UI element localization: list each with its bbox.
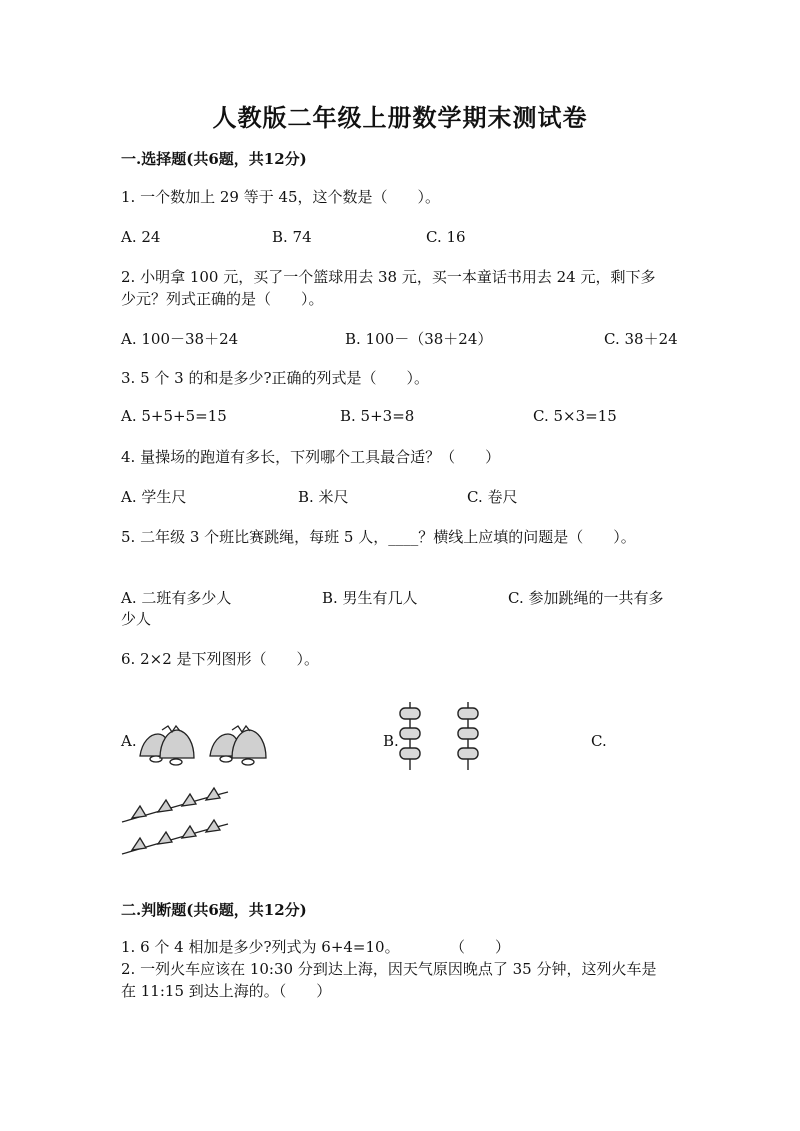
question-stem-line2: 在 11:15 到达上海的。（ ）	[121, 982, 332, 1000]
option-b: B.	[383, 732, 399, 750]
option-a: A. 二班有多少人	[121, 589, 232, 607]
option-a: A. 24	[121, 228, 161, 246]
option-a: A. 学生尺	[121, 488, 187, 506]
bells-icon	[136, 722, 276, 770]
option-b: B. 100－（38＋24）	[345, 330, 493, 348]
option-c: C. 5×3=15	[533, 407, 617, 425]
answer-blank: （ ）	[450, 938, 511, 956]
option-c-continued: 少人	[121, 610, 152, 628]
page-title: 人教版二年级上册数学期末测试卷	[212, 103, 588, 132]
flags-icon	[120, 788, 232, 860]
option-b: B. 5+3=8	[340, 407, 415, 425]
question-stem-line1: 2. 小明拿 100 元，买了一个篮球用去 38 元，买一本童话书用去 24 元，剩下多	[121, 268, 656, 286]
option-b: B. 男生有几人	[322, 589, 418, 607]
question-stem: 1. 一个数加上 29 等于 45，这个数是（ ）。	[121, 188, 441, 206]
option-c: C.	[591, 732, 607, 750]
option-c: C. 16	[426, 228, 466, 246]
option-c: C. 卷尺	[467, 488, 518, 506]
option-c: C. 38＋24	[604, 330, 678, 348]
question-stem: 1. 6 个 4 相加是多少?列式为 6+4=10。	[121, 938, 400, 956]
question-stem: 3. 5 个 3 的和是多少?正确的列式是（ ）。	[121, 369, 430, 387]
question-stem-line2: 少元？列式正确的是（ ）。	[121, 290, 324, 308]
question-stem: 4. 量操场的跑道有多长，下列哪个工具最合适？（ ）	[121, 448, 501, 466]
question-stem-line1: 2. 一列火车应该在 10:30 分到达上海，因天气原因晚点了 35 分钟，这列火车是	[121, 960, 657, 978]
option-a: A.	[121, 732, 137, 750]
question-stem: 6. 2×2 是下列图形（ ）。	[121, 650, 320, 668]
option-a: A. 5+5+5=15	[121, 407, 227, 425]
option-b: B. 74	[272, 228, 312, 246]
section-heading-choice: 一.选择题(共6题，共12分)	[121, 150, 307, 168]
option-b: B. 米尺	[298, 488, 349, 506]
option-a: A. 100－38＋24	[121, 330, 239, 348]
option-c: C. 参加跳绳的一共有多	[508, 589, 664, 607]
question-stem: 5. 二年级 3 个班比赛跳绳，每班 5 人，____？横线上应填的问题是（ ）。	[121, 528, 636, 546]
section-heading-judgement: 二.判断题(共6题，共12分)	[121, 901, 307, 919]
skewers-icon	[396, 700, 486, 772]
